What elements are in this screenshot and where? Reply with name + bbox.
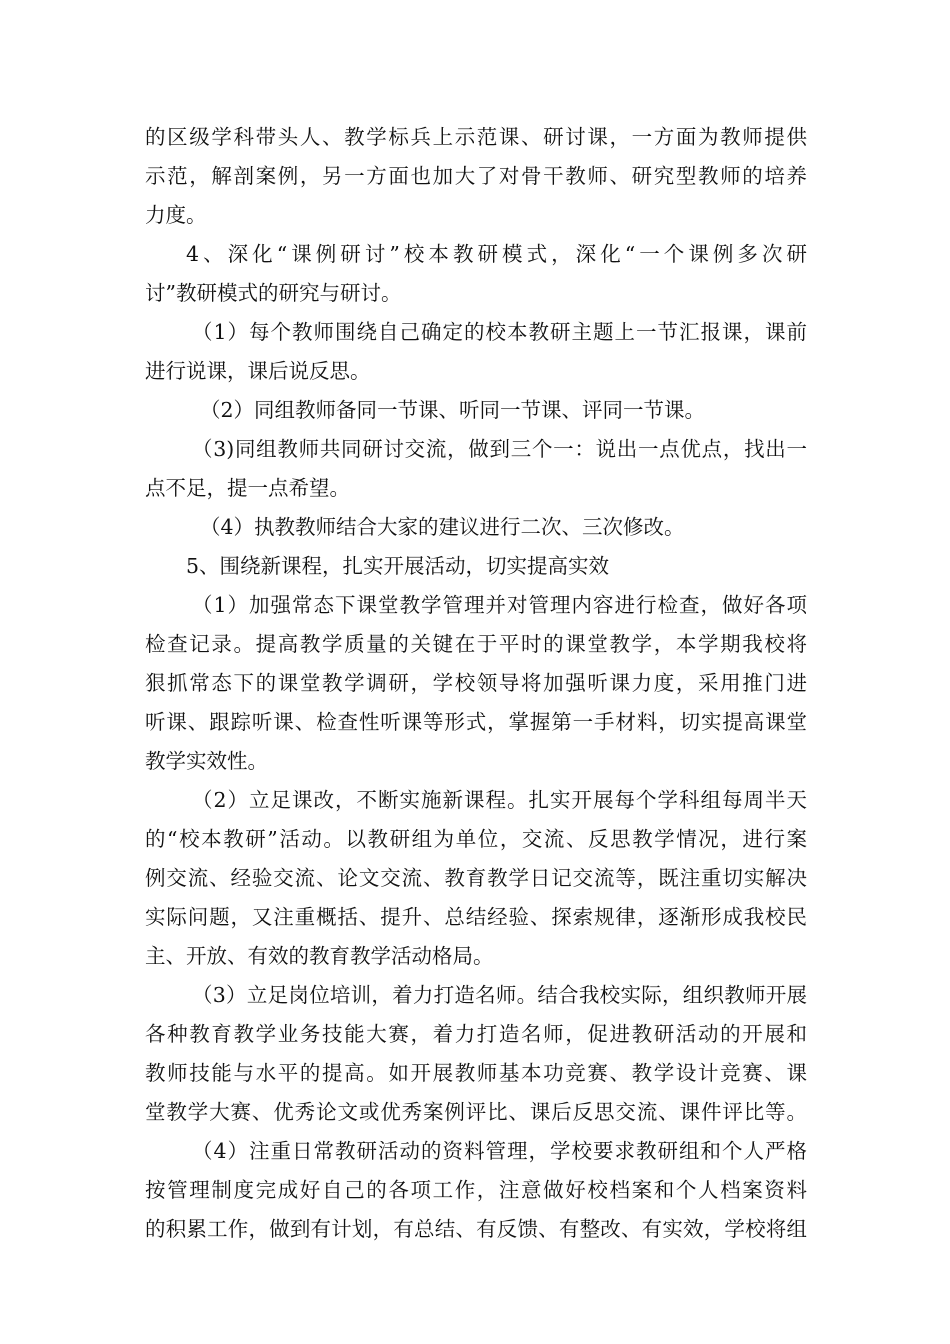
text-line: （1）每个教师围绕自己确定的校本教研主题上一节汇报课，课前 <box>192 320 807 344</box>
text-line: （2）立足课改，不断实施新课程。扎实开展每个学科组每周半天 <box>192 788 807 812</box>
text-line: 的“校本教研”活动。以教研组为单位，交流、反思教学情况，进行案 <box>145 827 807 851</box>
text-line: （1）加强常态下课堂教学管理并对管理内容进行检查，做好各项 <box>192 593 807 617</box>
text-line: 点不足，提一点希望。 <box>145 476 350 500</box>
text-line: 狠抓常态下的课堂教学调研，学校领导将加强听课力度，采用推门进 <box>145 671 807 695</box>
text-line: 按管理制度完成好自己的各项工作，注意做好校档案和个人档案资料 <box>145 1178 807 1202</box>
text-line: 主、开放、有效的教育教学活动格局。 <box>145 944 494 968</box>
text-line: （2）同组教师备同一节课、听同一节课、评同一节课。 <box>200 398 706 422</box>
text-line: 示范，解剖案例，另一方面也加大了对骨干教师、研究型教师的培养 <box>145 164 807 188</box>
text-line: 各种教育教学业务技能大赛，着力打造名师，促进教研活动的开展和 <box>145 1022 807 1046</box>
text-line: 讨”教研模式的研究与研讨。 <box>145 281 402 305</box>
text-line: 听课、跟踪听课、检查性听课等形式，掌握第一手材料，切实提高课堂 <box>145 710 807 734</box>
text-line: 4、深化“课例研讨”校本教研模式，深化“一个课例多次研 <box>186 242 807 266</box>
text-line: （3)同组教师共同研讨交流，做到三个一：说出一点优点，找出一 <box>192 437 807 461</box>
text-line: 实际问题，又注重概括、提升、总结经验、探索规律，逐渐形成我校民 <box>145 905 807 929</box>
text-line: （3）立足岗位培训，着力打造名师。结合我校实际，组织教师开展 <box>192 983 807 1007</box>
text-line: 的积累工作，做到有计划，有总结、有反馈、有整改、有实效，学校将组 <box>145 1217 807 1241</box>
text-line: （4）执教教师结合大家的建议进行二次、三次修改。 <box>200 515 685 539</box>
text-line: 5、围绕新课程，扎实开展活动，切实提高实效 <box>186 554 610 578</box>
document-body <box>145 118 807 1249</box>
text-line: 力度。 <box>145 203 207 227</box>
text-line: 教学实效性。 <box>145 749 268 773</box>
text-line: 堂教学大赛、优秀论文或优秀案例评比、课后反思交流、课件评比等。 <box>145 1100 807 1124</box>
text-line: 检查记录。提高教学质量的关键在于平时的课堂教学，本学期我校将 <box>145 632 807 656</box>
text-line: 教师技能与水平的提高。如开展教师基本功竞赛、教学设计竞赛、课 <box>145 1061 807 1085</box>
text-line: 例交流、经验交流、论文交流、教育教学日记交流等，既注重切实解决 <box>145 866 807 890</box>
text-line: 的区级学科带头人、教学标兵上示范课、研讨课，一方面为教师提供 <box>145 125 807 149</box>
text-line: 进行说课，课后说反思。 <box>145 359 371 383</box>
text-line: （4）注重日常教研活动的资料管理，学校要求教研组和个人严格 <box>192 1139 807 1163</box>
